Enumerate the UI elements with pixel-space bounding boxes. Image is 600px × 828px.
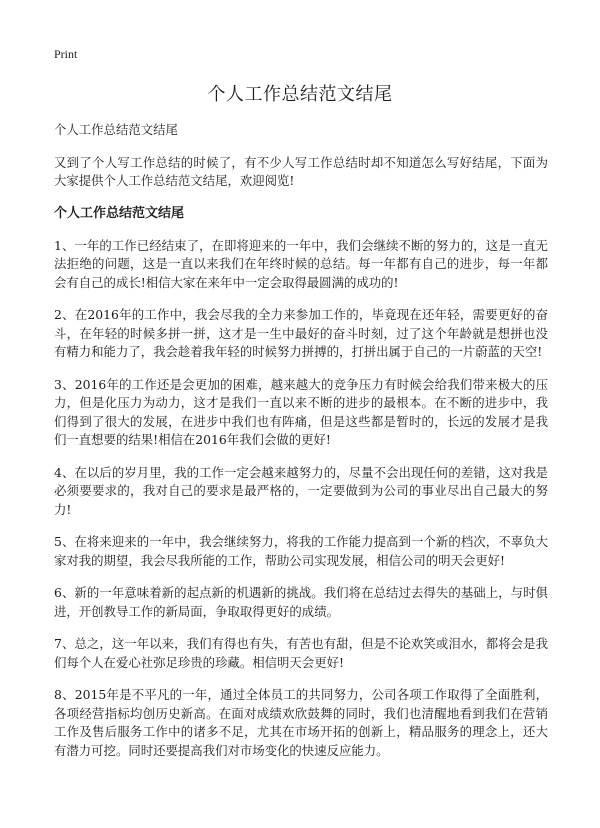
intro-paragraph: 又到了个人写工作总结的时候了，有不少人写工作总结时却不知道怎么写好结尾，下面为大家提供个人工作总结范文结尾，欢迎阅览!	[54, 154, 548, 188]
paragraph-3: 3、2016年的工作还是会更加的困难，越来越大的竞争压力有时候会给我们带来极大的压力，但是化压力为动力，这才是我们一直以来不断的进步的最根本。在不断的进步中，我们得到了很大的发展，在进步中我们也有阵痛，但是这些都是暂时的，长远的发展才是我们一直想要的结果!相信在2016年我们会做的更好!	[54, 376, 548, 447]
subtitle-paragraph: 个人工作总结范文结尾	[54, 122, 178, 137]
paragraph-8: 8、2015年是不平凡的一年，通过全体员工的共同努力，公司各项工作取得了全面胜利，各项经营指标均创历史新高。在面对成绩欢欣鼓舞的同时，我们也清醒地看到我们在营销工作及售后服务工作中的诸多不足，尤其在市场开拓的创新上，精品服务的理念上，还大有潜力可挖。同时还要提高我们对市场变化的快速反应能力。	[54, 687, 548, 758]
paragraph-7: 7、总之，这一年以来，我们有得也有失，有苦也有甜，但是不论欢笑或泪水，都将会是我们每个人在爱心社弥足珍贵的珍藏。相信明天会更好!	[54, 636, 548, 670]
paragraph-2: 2、在2016年的工作中，我会尽我的全力来参加工作的，毕竟现在还年轻，需要更好的奋斗，在年轻的时候多拼一拼，这才是一生中最好的奋斗时刻，过了这个年龄就是想拼也没有精力和能力了，我会趁着我年轻的时候努力拼搏的，打拼出属于自己的一片蔚蓝的天空!	[54, 307, 548, 359]
section-heading: 个人工作总结范文结尾	[54, 205, 185, 221]
print-link[interactable]: Print	[54, 47, 78, 61]
document-body	[54, 121, 548, 774]
paragraph-5: 5、在将来迎来的一年中，我会继续努力，将我的工作能力提高到一个新的档次，不辜负大家对我的期望，我会尽我所能的工作，帮助公司实现发展，相信公司的明天会更好!	[54, 534, 548, 568]
paragraph-6: 6、新的一年意味着新的起点新的机遇新的挑战。我们将在总结过去得失的基础上，与时俱进，开创教导工作的新局面，争取取得更好的成绩。	[54, 585, 548, 619]
paragraph-4: 4、在以后的岁月里，我的工作一定会越来越努力的，尽量不会出现任何的差错，这对我是必须要要求的，我对自己的要求是最严格的，一定要做到为公司的事业尽出自己最大的努力!	[54, 464, 548, 517]
paragraph-1: 1、一年的工作已经结束了，在即将迎来的一年中，我们会继续不断的努力的，这是一直无法拒绝的问题，这是一直以来我们在年终时候的总结。每一年都有自己的进步，每一年都会有自己的成长!相信大家在来年中一定会取得最圆满的成功的!	[54, 237, 548, 290]
page-title: 个人工作总结范文结尾	[207, 84, 393, 105]
